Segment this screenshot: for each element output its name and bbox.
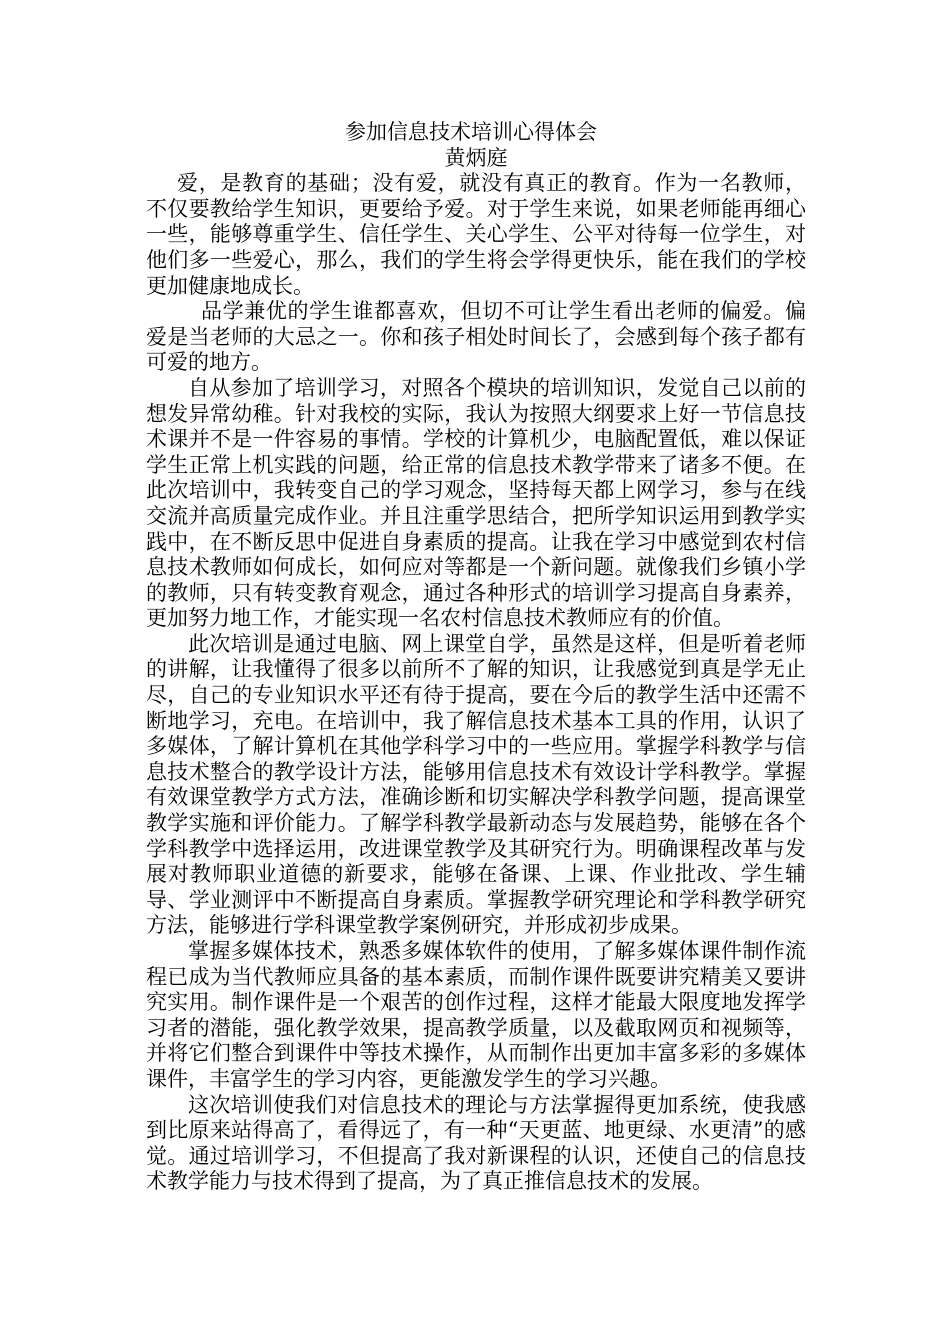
paragraph-2: 品学兼优的学生谁都喜欢，但切不可让学生看出老师的偏爱。偏爱是当老师的大忌之一。你和孩子相处时间长了，会感到每个孩子都有可爱的地方。 (146, 299, 806, 375)
document-title: 参加信息技术培训心得体会 (345, 120, 597, 144)
document-body (146, 120, 806, 1195)
paragraph-4: 此次培训是通过电脑、网上课堂自学，虽然是这样，但是听着老师的讲解，让我懂得了很多以前所不了解的知识，让我感觉到真是学无止尽，自己的专业知识水平还有待于提高，要在今后的教学生活中还需不断地学习，充电。在培训中，我了解信息技术基本工具的作用，认识了多媒体，了解计算机在其他学科学习中的一些应用。掌握学科教学与信息技术整合的教学设计方法，能够用信息技术有效设计学科教学。掌握有效课堂教学方式方法，准确诊断和切实解决学科教学问题，提高课堂教学实施和评价能力。了解学科教学最新动态与发展趋势，能够在各个学科教学中选择运用，改进课堂教学及其研究行为。明确课程改革与发展对教师职业道德的新要求，能够在备课、上课、作业批改、学生辅导、学业测评中不断提高自身素质。掌握教学研究理论和学科教学研究方法，能够进行学科课堂教学案例研究，并形成初步成果。 (146, 631, 806, 938)
paragraph-3: 自从参加了培训学习，对照各个模块的培训知识，发觉自己以前的想发异常幼稚。针对我校的实际，我认为按照大纲要求上好一节信息技术课并不是一件容易的事情。学校的计算机少，电脑配置低，难以保证学生正常上机实践的问题，给正常的信息技术教学带来了诸多不便。在此次培训中，我转变自己的学习观念，坚持每天都上网学习，参与在线交流并高质量完成作业。并且注重学思结合，把所学知识运用到教学实践中，在不断反思中促进自身素质的提高。让我在学习中感觉到农村信息技术教师如何成长，如何应对等都是一个新问题。就像我们乡镇小学的教师，只有转变教育观念，通过各种形式的培训学习提高自身素养，更加努力地工作，才能实现一名农村信息技术教师应有的价值。 (146, 375, 806, 631)
paragraph-6: 这次培训使我们对信息技术的理论与方法掌握得更加系统，使我感到比原来站得高了，看得远了，有一种“天更蓝、地更绿、水更清”的感觉。通过培训学习，不但提高了我对新课程的认识，还使自己的信息技术教学能力与技术得到了提高，为了真正推信息技术的发展。 (146, 1092, 806, 1194)
paragraph-1: 爱，是教育的基础；没有爱，就没有真正的教育。作为一名教师，不仅要教给学生知识，更要给予爱。对于学生来说，如果老师能再细心一些，能够尊重学生、信任学生、关心学生、公平对待每一位学生，对他们多一些爱心，那么，我们的学生将会学得更快乐，能在我们的学校更加健康地成长。 (146, 171, 806, 298)
paragraph-5: 掌握多媒体技术，熟悉多媒体软件的使用，了解多媒体课件制作流程已成为当代教师应具备的基本素质，而制作课件既要讲究精美又要讲究实用。制作课件是一个艰苦的创作过程，这样才能最大限度地发挥学习者的潜能，强化教学效果，提高教学质量，以及截取网页和视频等，并将它们整合到课件中等技术操作，从而制作出更加丰富多彩的多媒体课件，丰富学生的学习内容，更能激发学生的学习兴趣。 (146, 939, 806, 1091)
document-author: 黄炳庭 (444, 145, 508, 170)
